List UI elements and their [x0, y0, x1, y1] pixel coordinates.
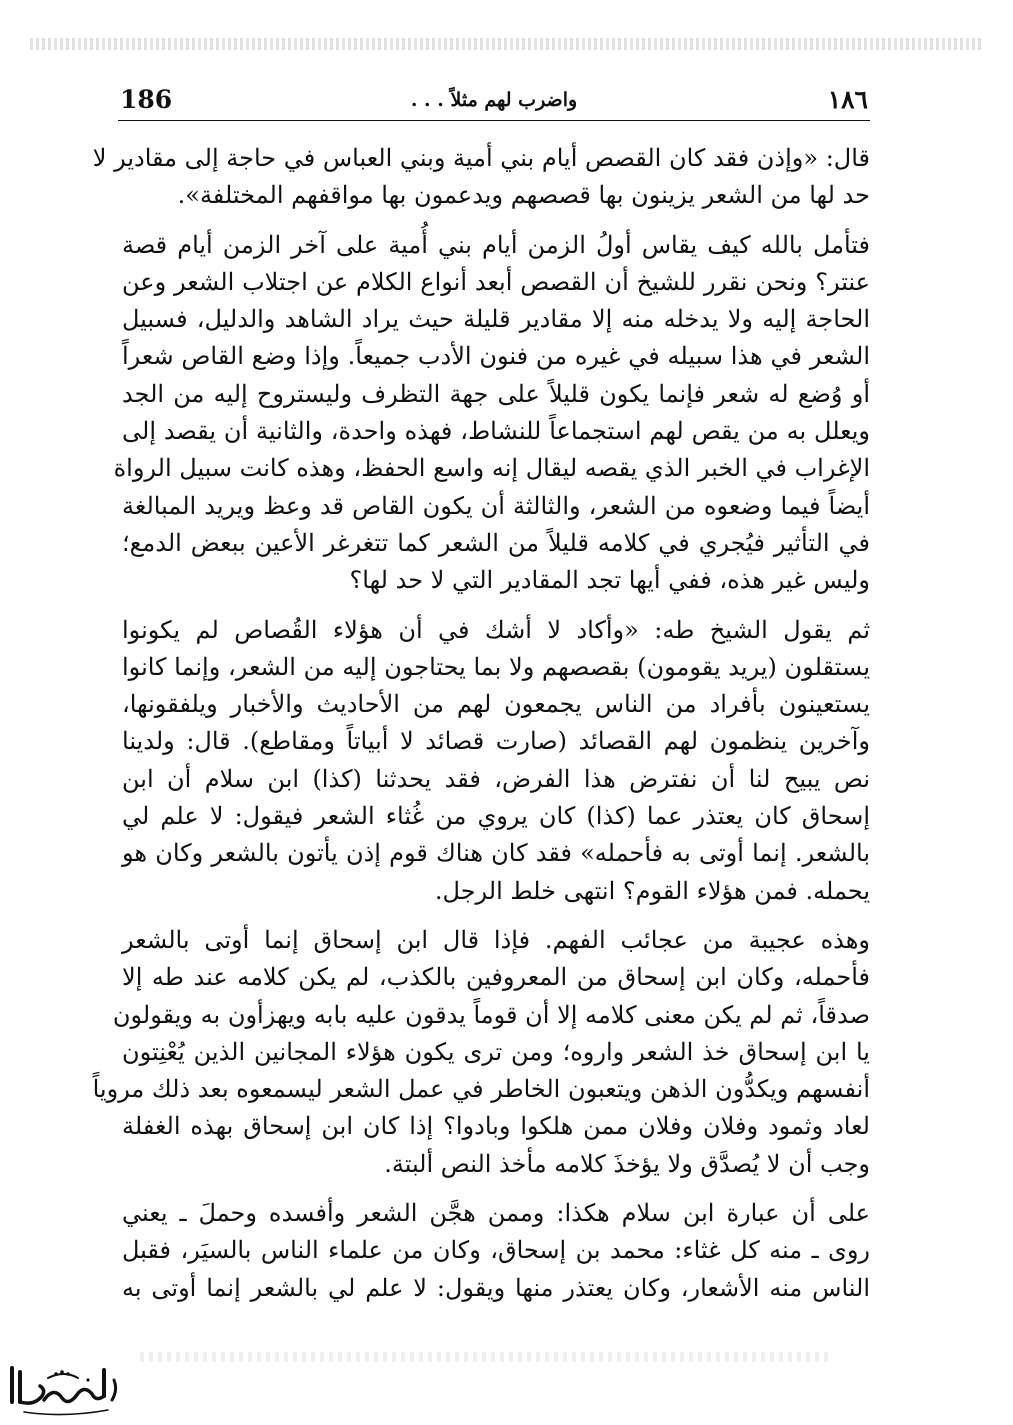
scan-edge-noise	[30, 38, 983, 50]
text-line: ثم يقول الشيخ طه: «وأكاد لا أشك في أن هؤلاء القُصاص لم يكونوا	[122, 615, 870, 644]
text-line: فأحمله، وكان ابن إسحاق من المعروفين بالكذب، لم يكن كلامه عند طه إلا	[122, 963, 870, 992]
text-line: يستقلون (يريد يقومون) بقصصهم ولا بما يحتاجون إليه من الشعر، وإنما كانوا	[122, 652, 871, 681]
text-line: حد لها من الشعر يزينون بها قصصهم ويدعمون بها مواقفهم المختلفة».	[177, 181, 870, 210]
text-line: أيضاً فيما وضعوه من الشعر، والثالثة أن يكون القاص قد وعظ ويريد المبالغة	[122, 491, 870, 520]
running-title: واضرب لهم مثلاً . . .	[410, 89, 578, 111]
text-line: أو وُضع له شعر فإنما يكون قليلاً على جهة التظرف وليستروح إليه من الجد	[122, 379, 870, 408]
text-line: الناس منه الأشعار، وكان يعتذر منها ويقول: لا علم لي بالشعر إنما أوتى به	[122, 1273, 870, 1302]
text-line: فتأمل بالله كيف يقاس أولُ الزمن أيام بني أُمية على آخر الزمن أيام قصة	[122, 230, 870, 259]
text-line: يستعينون بأفراد من الناس يجمعون لهم من الأحاديث والأخبار ويلفقونها،	[122, 690, 870, 719]
text-line: على أن عبارة ابن سلام هكذا: وممن هجَّن الشعر وأفسده وحملَ ـ يعني	[122, 1199, 870, 1228]
text-line: الشعر في هذا سبيله في غيره من فنون الأدب جميعاً. وإذا وضع القاص شعراً	[122, 342, 870, 371]
text-line: عنتر؟ ونحن نقرر للشيخ أن القصص أبعد أنواع الكلام عن اجتلاب الشعر وعن	[122, 267, 870, 296]
text-line: ويعلل به من يقص لهم استجماعاً للنشاط، فهذه واحدة، والثانية أن يقصد إلى	[122, 417, 870, 446]
calligraphy-logo-icon	[4, 1356, 124, 1420]
text-line: صدقاً، ثم لم يكن معنى كلامه إلا أن قوماً يدقون عليه بابه ويهزأون به ويقولون	[112, 1000, 870, 1029]
text-line: روى ـ منه كل غثاء: محمد بن إسحاق، وكان من علماء الناس بالسيَر، فقبل	[122, 1236, 870, 1265]
watermark-logo	[4, 1356, 124, 1420]
text-line: وجب أن لا يُصدَّق ولا يؤخذَ كلامه مأخذ النص ألبتة.	[384, 1149, 870, 1178]
text-line: لعاد وثمود وفلان وفلان ممن هلكوا وبادوا؟ إذا كان ابن إسحاق بهذه الغفلة	[122, 1112, 870, 1141]
text-line: بالشعر. إنما أوتى به فأحمله» فقد كان هناك قوم إذن يأتون بالشعر وكان هو	[122, 839, 870, 868]
text-line: وهذه عجيبة من عجائب الفهم. فإذا قال ابن إسحاق إنما أوتى بالشعر	[122, 925, 870, 954]
text-line: الحاجة إليه ولا يدخله منه إلا مقادير قليلة حيث يراد الشاهد والدليل، فسبيل	[122, 305, 870, 334]
text-line: وليس غير هذه، ففي أيها تجد المقادير التي لا حد لها؟	[349, 566, 870, 595]
text-line: في التأثير فيُجري في كلامه قليلاً من الشعر كما تتغرغر الأعين ببعض الدمع؛	[122, 528, 870, 557]
text-line: الإغراب في الخبر الذي يقصه ليقال إنه واسع الحفظ، وهذه كانت سبيل الرواة	[113, 454, 870, 483]
page-header	[120, 84, 868, 118]
text-line: وآخرين ينظمون لهم القصائد (صارت قصائد لا أبياتاً ومقاطع). قال: ولدينا	[122, 727, 870, 756]
text-line: نص يبيح لنا أن نفترض هذا الفرض، فقد يحدثنا (كذا) ابن سلام أن ابن	[122, 764, 871, 793]
text-line: إسحاق كان يعتذر عما (كذا) كان يروي من غُثاء الشعر فيقول: لا علم لي	[122, 802, 870, 831]
body-text	[92, 140, 871, 1307]
scan-footer-noise	[140, 1352, 833, 1362]
page-number-latin: 186	[120, 85, 173, 114]
text-line: يحمله. فمن هؤلاء القوم؟ انتهى خلط الرجل.	[434, 876, 870, 905]
header-rule	[118, 120, 870, 121]
text-line: قال: «وإذن فقد كان القصص أيام بني أمية وبني العباس في حاجة إلى مقادير لا	[92, 144, 870, 172]
text-line: أنفسهم ويكدُّون الذهن ويتعبون الخاطر في عمل الشعر ليسمعوه بعد ذلك مروياً	[92, 1075, 870, 1104]
page-number-arabic: ١٨٦	[827, 85, 868, 114]
text-line: يا ابن إسحاق خذ الشعر واروه؛ ومن ترى يكون هؤلاء المجانين الذين يُعْنِتون	[122, 1037, 870, 1066]
